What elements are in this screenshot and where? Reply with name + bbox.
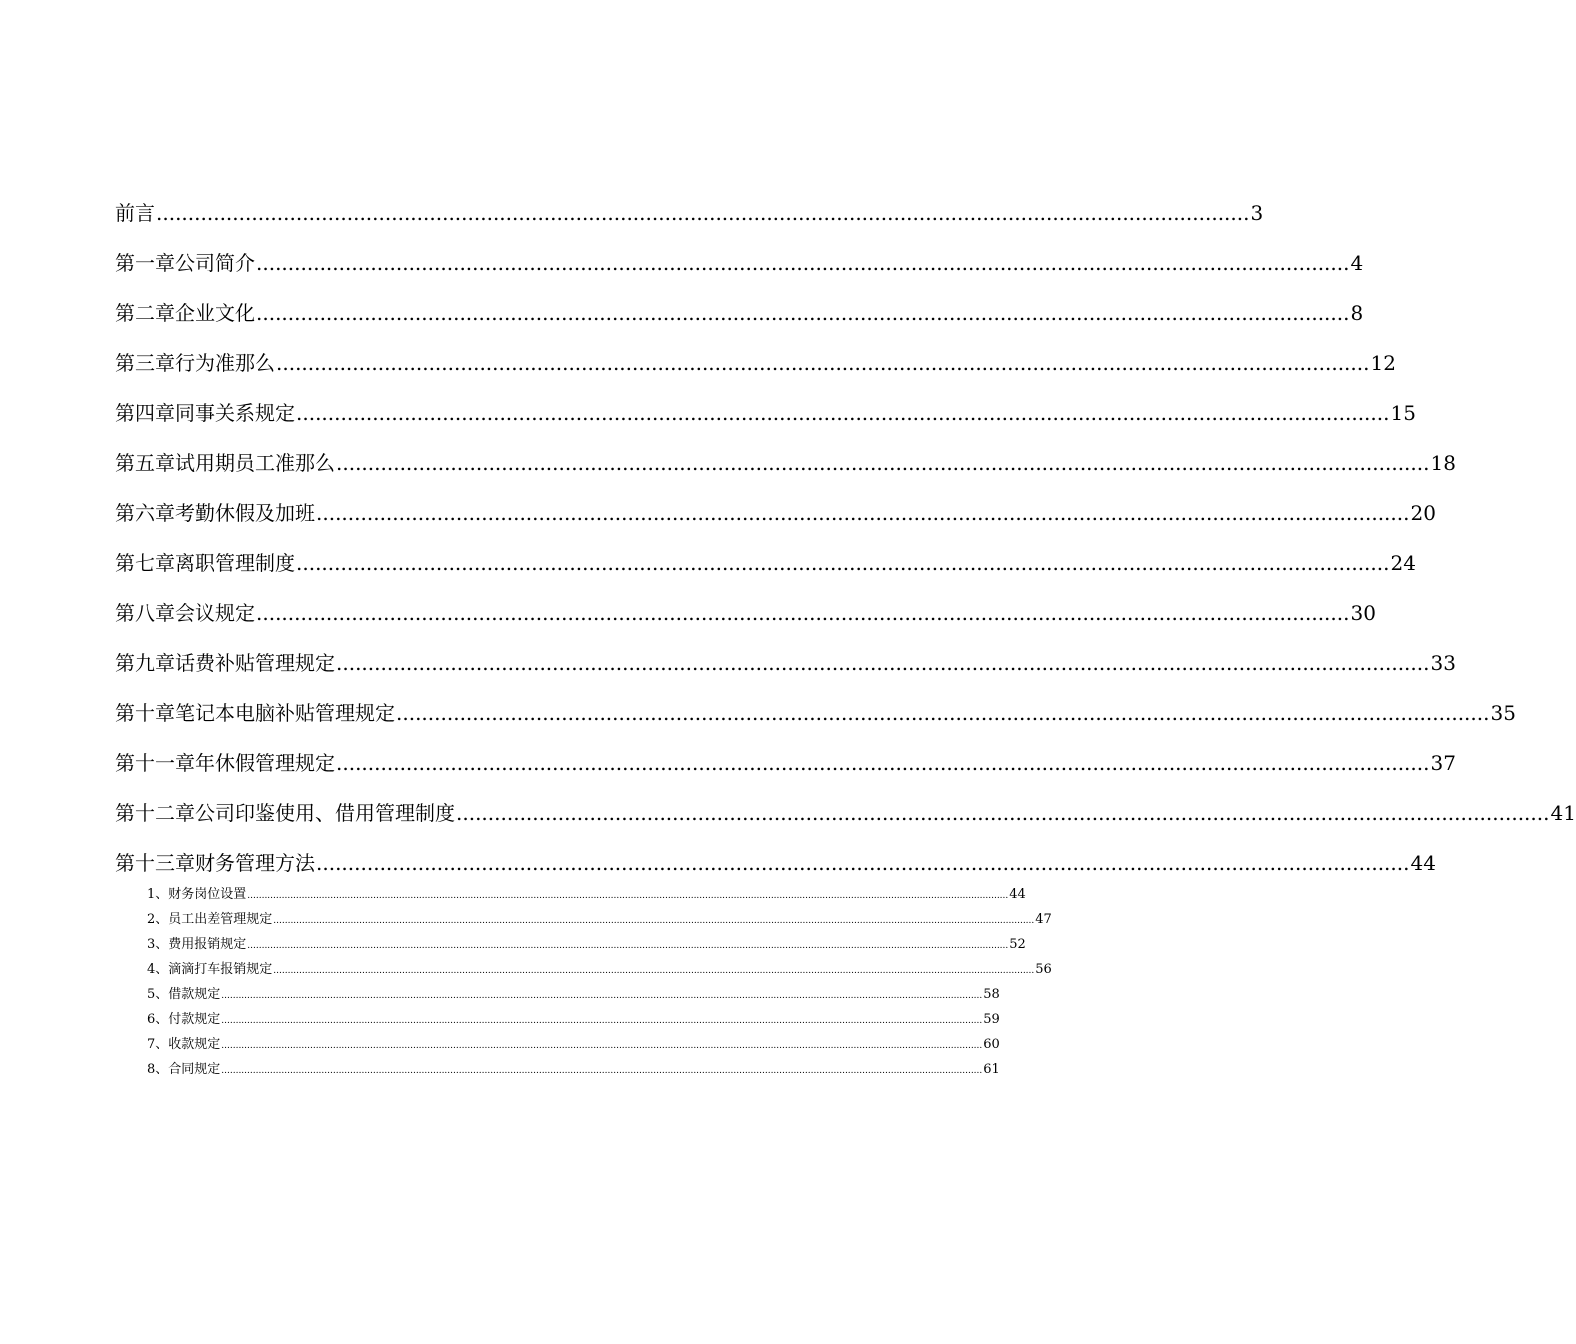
leader-dots: ............................................................................................................................................................................: [336, 451, 1430, 475]
toc-subentry-title: 7、收款规定: [147, 1037, 221, 1052]
toc-subsection-list: [147, 884, 1052, 1084]
leader-dots: ............................................................................................................................................................................: [316, 501, 1410, 525]
toc-subentry-page: 44: [1009, 887, 1026, 902]
toc-subentry-page: 61: [983, 1062, 1000, 1077]
toc-entry-title: 试用期员工准那么: [175, 451, 335, 475]
leader-dots: ............................................................................................................................................................................: [316, 851, 1410, 875]
toc-subentry-page: 56: [1035, 962, 1052, 977]
toc-entry-chapter-12[interactable]: [115, 797, 1576, 847]
toc-entry-chapter-8[interactable]: [115, 597, 1376, 647]
toc-entry-title: 同事关系规定: [175, 401, 295, 425]
toc-subentry-page: 60: [983, 1037, 1000, 1052]
toc-subentry[interactable]: [147, 909, 1052, 934]
toc-subentry-title: 5、借款规定: [147, 987, 221, 1002]
toc-subentry[interactable]: [147, 934, 1026, 959]
toc-subentry-page: 58: [983, 987, 1000, 1002]
toc-subentry[interactable]: [147, 884, 1026, 909]
toc-subentry-page: 59: [983, 1012, 1000, 1027]
toc-entry-number: 第六章: [115, 501, 175, 525]
toc-entry-preface[interactable]: [115, 197, 1264, 247]
toc-entry-page: 33: [1430, 651, 1456, 675]
leader-dots: ..........................................................................................................................................................................................................................................................................: [221, 991, 983, 1001]
toc-subentry[interactable]: [147, 1009, 1000, 1034]
leader-dots: ............................................................................................................................................................................: [336, 751, 1430, 775]
toc-entry-number: 第八章: [115, 601, 175, 625]
toc-entry-page: 44: [1410, 851, 1436, 875]
toc-entry-number: 第十章: [115, 701, 175, 725]
leader-dots: ..........................................................................................................................................................................................................................................................................: [221, 1016, 983, 1026]
toc-entry-page: 24: [1390, 551, 1416, 575]
toc-entry-page: 18: [1430, 451, 1456, 475]
leader-dots: ............................................................................................................................................................................: [276, 351, 1370, 375]
toc-entry-chapter-6[interactable]: [115, 497, 1436, 547]
toc-entry-chapter-1[interactable]: [115, 247, 1364, 297]
leader-dots: ............................................................................................................................................................................: [256, 301, 1350, 325]
toc-subentry-title: 1、财务岗位设置: [147, 887, 247, 902]
toc-entry-title: 行为准那么: [175, 351, 275, 375]
leader-dots: ..........................................................................................................................................................................................................................................................................: [247, 891, 1009, 901]
toc-entry-title: 财务管理方法: [195, 851, 315, 875]
toc-subentry-title: 8、合同规定: [147, 1062, 221, 1077]
toc-entry-chapter-2[interactable]: [115, 297, 1364, 347]
toc-entry-title: 会议规定: [175, 601, 255, 625]
toc-entry-number: 第十三章: [115, 851, 195, 875]
toc-subentry-title: 6、付款规定: [147, 1012, 221, 1027]
leader-dots: ..........................................................................................................................................................................................................................................................................: [273, 916, 1035, 926]
leader-dots: ............................................................................................................................................................................: [256, 601, 1350, 625]
toc-entry-title: 企业文化: [175, 301, 255, 325]
toc-entry-title: 笔记本电脑补贴管理规定: [175, 701, 395, 725]
toc-entry-title: 考勤休假及加班: [175, 501, 315, 525]
toc-entry-chapter-4[interactable]: [115, 397, 1416, 447]
toc-entry-number: 第三章: [115, 351, 175, 375]
toc-entry-chapter-11[interactable]: [115, 747, 1456, 797]
leader-dots: ............................................................................................................................................................................: [296, 401, 1390, 425]
toc-entry-chapter-5[interactable]: [115, 447, 1456, 497]
toc-entry-page: 15: [1390, 401, 1416, 425]
toc-entry-page: 20: [1410, 501, 1436, 525]
toc-entry-number: 第七章: [115, 551, 175, 575]
toc-entry-number: 第五章: [115, 451, 175, 475]
leader-dots: ..........................................................................................................................................................................................................................................................................: [273, 966, 1035, 976]
toc-entry-number: 第十一章: [115, 751, 195, 775]
toc-entry-number: 第九章: [115, 651, 175, 675]
toc-entry-chapter-9[interactable]: [115, 647, 1456, 697]
toc-entry-title: 年休假管理规定: [195, 751, 335, 775]
leader-dots: ............................................................................................................................................................................: [256, 251, 1350, 275]
toc-entry-number: 第一章: [115, 251, 175, 275]
table-of-contents: [115, 197, 1576, 897]
toc-entry-title: 公司简介: [175, 251, 255, 275]
toc-subentry[interactable]: [147, 1059, 1000, 1084]
toc-entry-page: 41: [1550, 801, 1576, 825]
leader-dots: ............................................................................................................................................................................: [296, 551, 1390, 575]
leader-dots: ..........................................................................................................................................................................................................................................................................: [221, 1041, 983, 1051]
toc-entry-page: 8: [1350, 301, 1364, 325]
leader-dots: ............................................................................................................................................................................: [336, 651, 1430, 675]
toc-subentry-title: 2、员工出差管理规定: [147, 912, 273, 927]
toc-subentry-title: 3、费用报销规定: [147, 937, 247, 952]
toc-entry-title: 前言: [115, 201, 155, 225]
toc-entry-title: 话费补贴管理规定: [175, 651, 335, 675]
toc-subentry-title: 4、滴滴打车报销规定: [147, 962, 273, 977]
toc-subentry-page: 52: [1009, 937, 1026, 952]
leader-dots: ............................................................................................................................................................................: [456, 801, 1550, 825]
leader-dots: ............................................................................................................................................................................: [396, 701, 1490, 725]
toc-entry-page: 12: [1370, 351, 1396, 375]
toc-entry-chapter-7[interactable]: [115, 547, 1416, 597]
leader-dots: ............................................................................................................................................................................: [156, 201, 1250, 225]
toc-entry-page: 37: [1430, 751, 1456, 775]
toc-entry-title: 离职管理制度: [175, 551, 295, 575]
toc-entry-chapter-10[interactable]: [115, 697, 1516, 747]
leader-dots: ..........................................................................................................................................................................................................................................................................: [247, 941, 1009, 951]
toc-subentry[interactable]: [147, 984, 1000, 1009]
toc-entry-number: 第四章: [115, 401, 175, 425]
toc-entry-page: 30: [1350, 601, 1376, 625]
toc-entry-page: 4: [1350, 251, 1364, 275]
toc-subentry[interactable]: [147, 959, 1052, 984]
toc-subentry[interactable]: [147, 1034, 1000, 1059]
toc-entry-page: 35: [1490, 701, 1516, 725]
toc-subentry-page: 47: [1035, 912, 1052, 927]
toc-entry-number: 第十二章: [115, 801, 195, 825]
toc-entry-title: 公司印鉴使用、借用管理制度: [195, 801, 455, 825]
toc-entry-chapter-3[interactable]: [115, 347, 1396, 397]
leader-dots: ..........................................................................................................................................................................................................................................................................: [221, 1066, 983, 1076]
toc-entry-page: 3: [1250, 201, 1264, 225]
toc-entry-number: 第二章: [115, 301, 175, 325]
